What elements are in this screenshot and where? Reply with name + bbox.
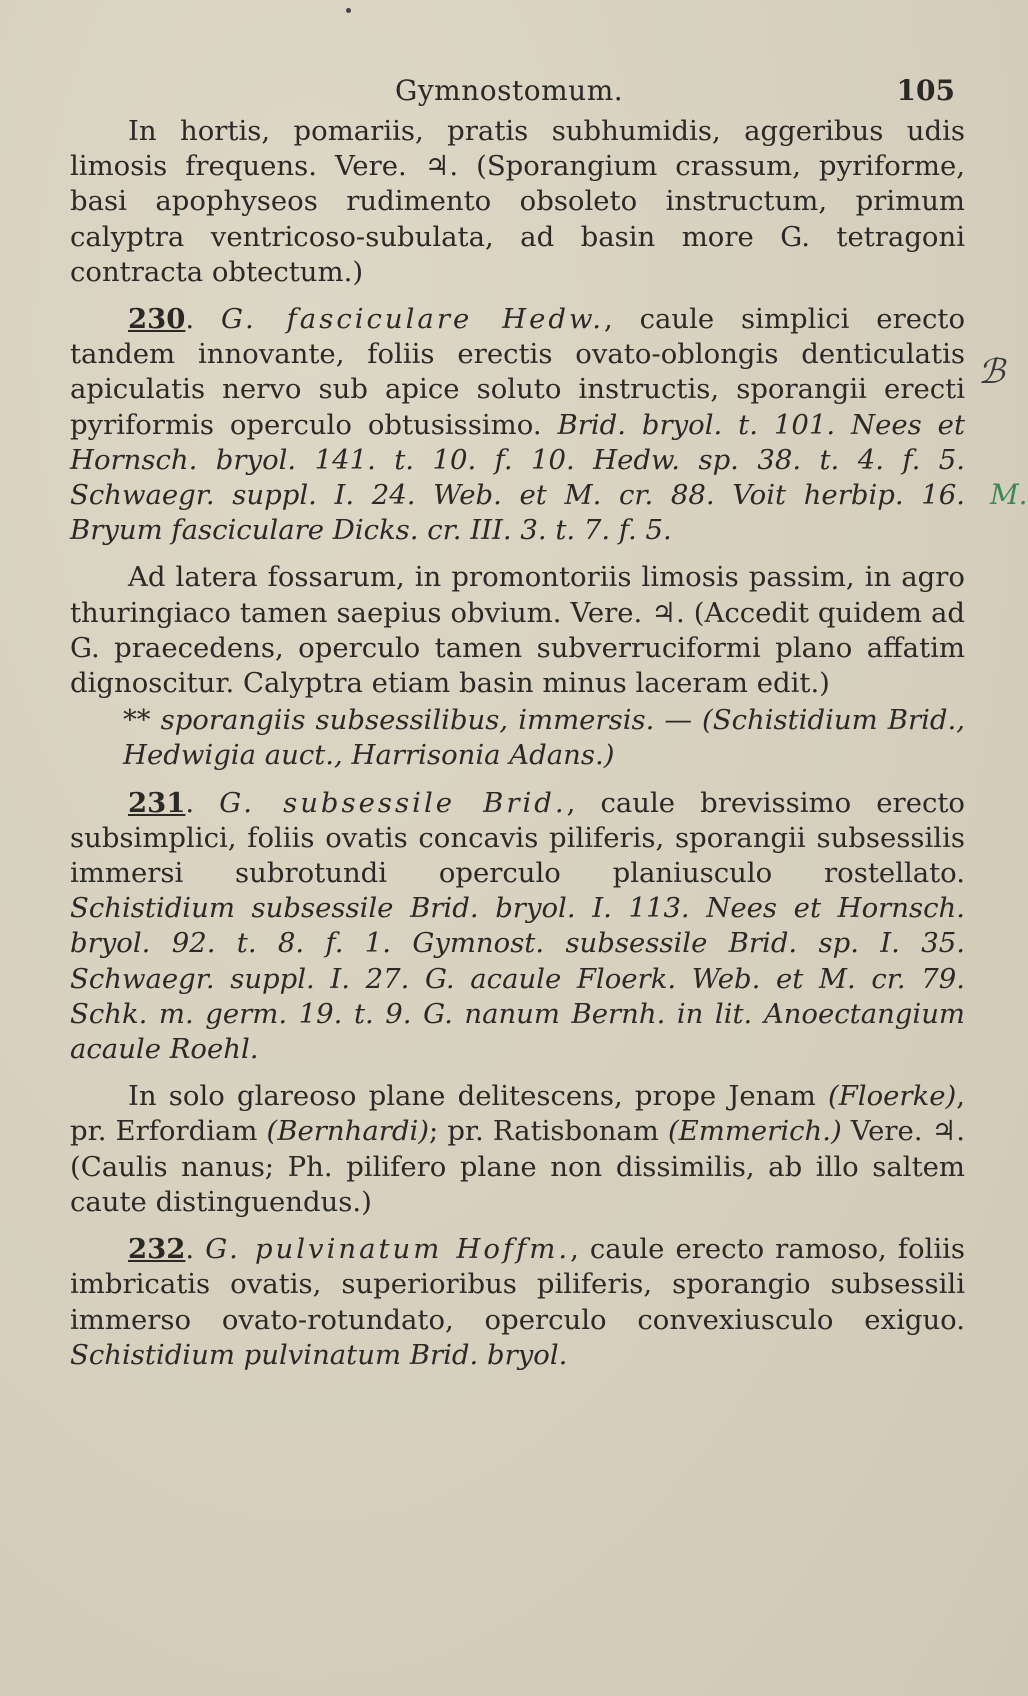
perennial-symbol: ♃ (651, 596, 676, 629)
species-name: G. pulvinatum Hoffm. (205, 1233, 571, 1266)
margin-annotation-green: M. (990, 478, 1028, 511)
species-name: G. fasciculare Hedw. (221, 303, 604, 336)
species-number: 232 (128, 1233, 186, 1266)
references: Brid. bryol. t. 101. Nees et Hornsch. bryol. 141. t. 10. f. 10. Hedw. sp. 38. t. 4. f. 5. Schwaegr. suppl. I. 24. Web. et M. cr. 88. Voit herbip. 16. Bryum fasciculare Dicks. cr. III. 3. t. 7. f. 5. (70, 408, 965, 547)
species-entry-231: 231. G. subsessile Brid., caule brevissimo erecto subsimplici, foliis ovatis concavis piliferis, sporangii subsessilis immersi subrotundi operculo planiusculo rostellato. Schistidium subsessile Brid. bryol. I. 113. Nees et Hornsch. bryol. 92. t. 8. f. 1. Gymnost. subsessile Brid. sp. I. 35. Schwaegr. suppl. I. 27. G. acaule Floerk. Web. et M. cr. 79. Schk. m. germ. 19. t. 9. G. nanum Bernh. in lit. Anoectangium acaule Roehl. (70, 786, 965, 1066)
section-heading: ** sporangiis subsessilibus, immersis. — (Schistidium Brid., Hedwigia auct., Harrisonia Adans.) (123, 704, 965, 772)
species-number: 230 (128, 303, 186, 336)
perennial-symbol: ♃ (931, 1115, 957, 1148)
habitat-paragraph-229: In hortis, pomariis, pratis subhumidis, aggeribus udis limosis frequens. Vere. ♃. (Sporangium crassum, pyriforme, basi apophyseos rudimento obsoleto instructum, primum calyptra ventricoso-subulata, ad basin more G. tetragoni contracta obtectum.) (70, 115, 965, 288)
page-number: 105 (896, 74, 955, 107)
page-header (70, 70, 965, 114)
species-name: G. subsessile Brid. (219, 786, 567, 819)
book-page (70, 70, 965, 1373)
references: Schistidium pulvinatum Brid. bryol. (70, 1338, 568, 1371)
running-title: Gymnostomum. (395, 74, 624, 107)
margin-annotation-pencil: ℬ (978, 352, 1005, 392)
species-entry-232: 232. G. pulvinatum Hoffm., caule erecto ramoso, foliis imbricatis ovatis, superioribus piliferis, sporangio subsessili immerso ovato-rotundato, operculo convexiusculo exiguo. Schistidium pulvinatum Brid. bryol. (70, 1233, 966, 1371)
ink-dot (346, 8, 351, 13)
species-entry-230: 230. G. fasciculare Hedw., caule simplici erecto tandem innovante, foliis erectis ovato-oblongis denticulatis apiculatis nervo sub apice soluto instructis, sporangii erecti pyriformis operculo obtusissimo. Brid. bryol. t. 101. Nees et Hornsch. bryol. 141. t. 10. f. 10. Hedw. sp. 38. t. 4. f. 5. Schwaegr. suppl. I. 24. Web. et M. cr. 88. Voit herbip. 16. Bryum fasciculare Dicks. cr. III. 3. t. 7. f. 5. (70, 303, 966, 547)
perennial-symbol: ♃ (424, 150, 450, 183)
habitat-paragraph-230: Ad latera fossarum, in promontoriis limosis passim, in agro thuringiaco tamen saepius obvium. Vere. ♃. (Accedit quidem ad G. praecedens, operculo tamen subverruciformi plano affatim dignoscitur. Calyptra etiam basin minus laceram edit.) (70, 561, 965, 700)
habitat-paragraph-231: In solo glareoso plane delitescens, prope Jenam (Floerke), pr. Erfordiam (Bernhardi); pr. Ratisbonam (Emmerich.) Vere. ♃. (Caulis nanus; Ph. pilifero plane non dissimilis, ab illo saltem caute distinguendus.) (70, 1080, 965, 1218)
references: Schistidium subsessile Brid. bryol. I. 113. Nees et Hornsch. bryol. 92. t. 8. f. 1. Gymnost. subsessile Brid. sp. I. 35. Schwaegr. suppl. I. 27. G. acaule Floerk. Web. et M. cr. 79. Schk. m. germ. 19. t. 9. G. nanum Bernh. in lit. Anoectangium acaule Roehl. (70, 892, 965, 1066)
species-number: 231 (128, 786, 186, 819)
